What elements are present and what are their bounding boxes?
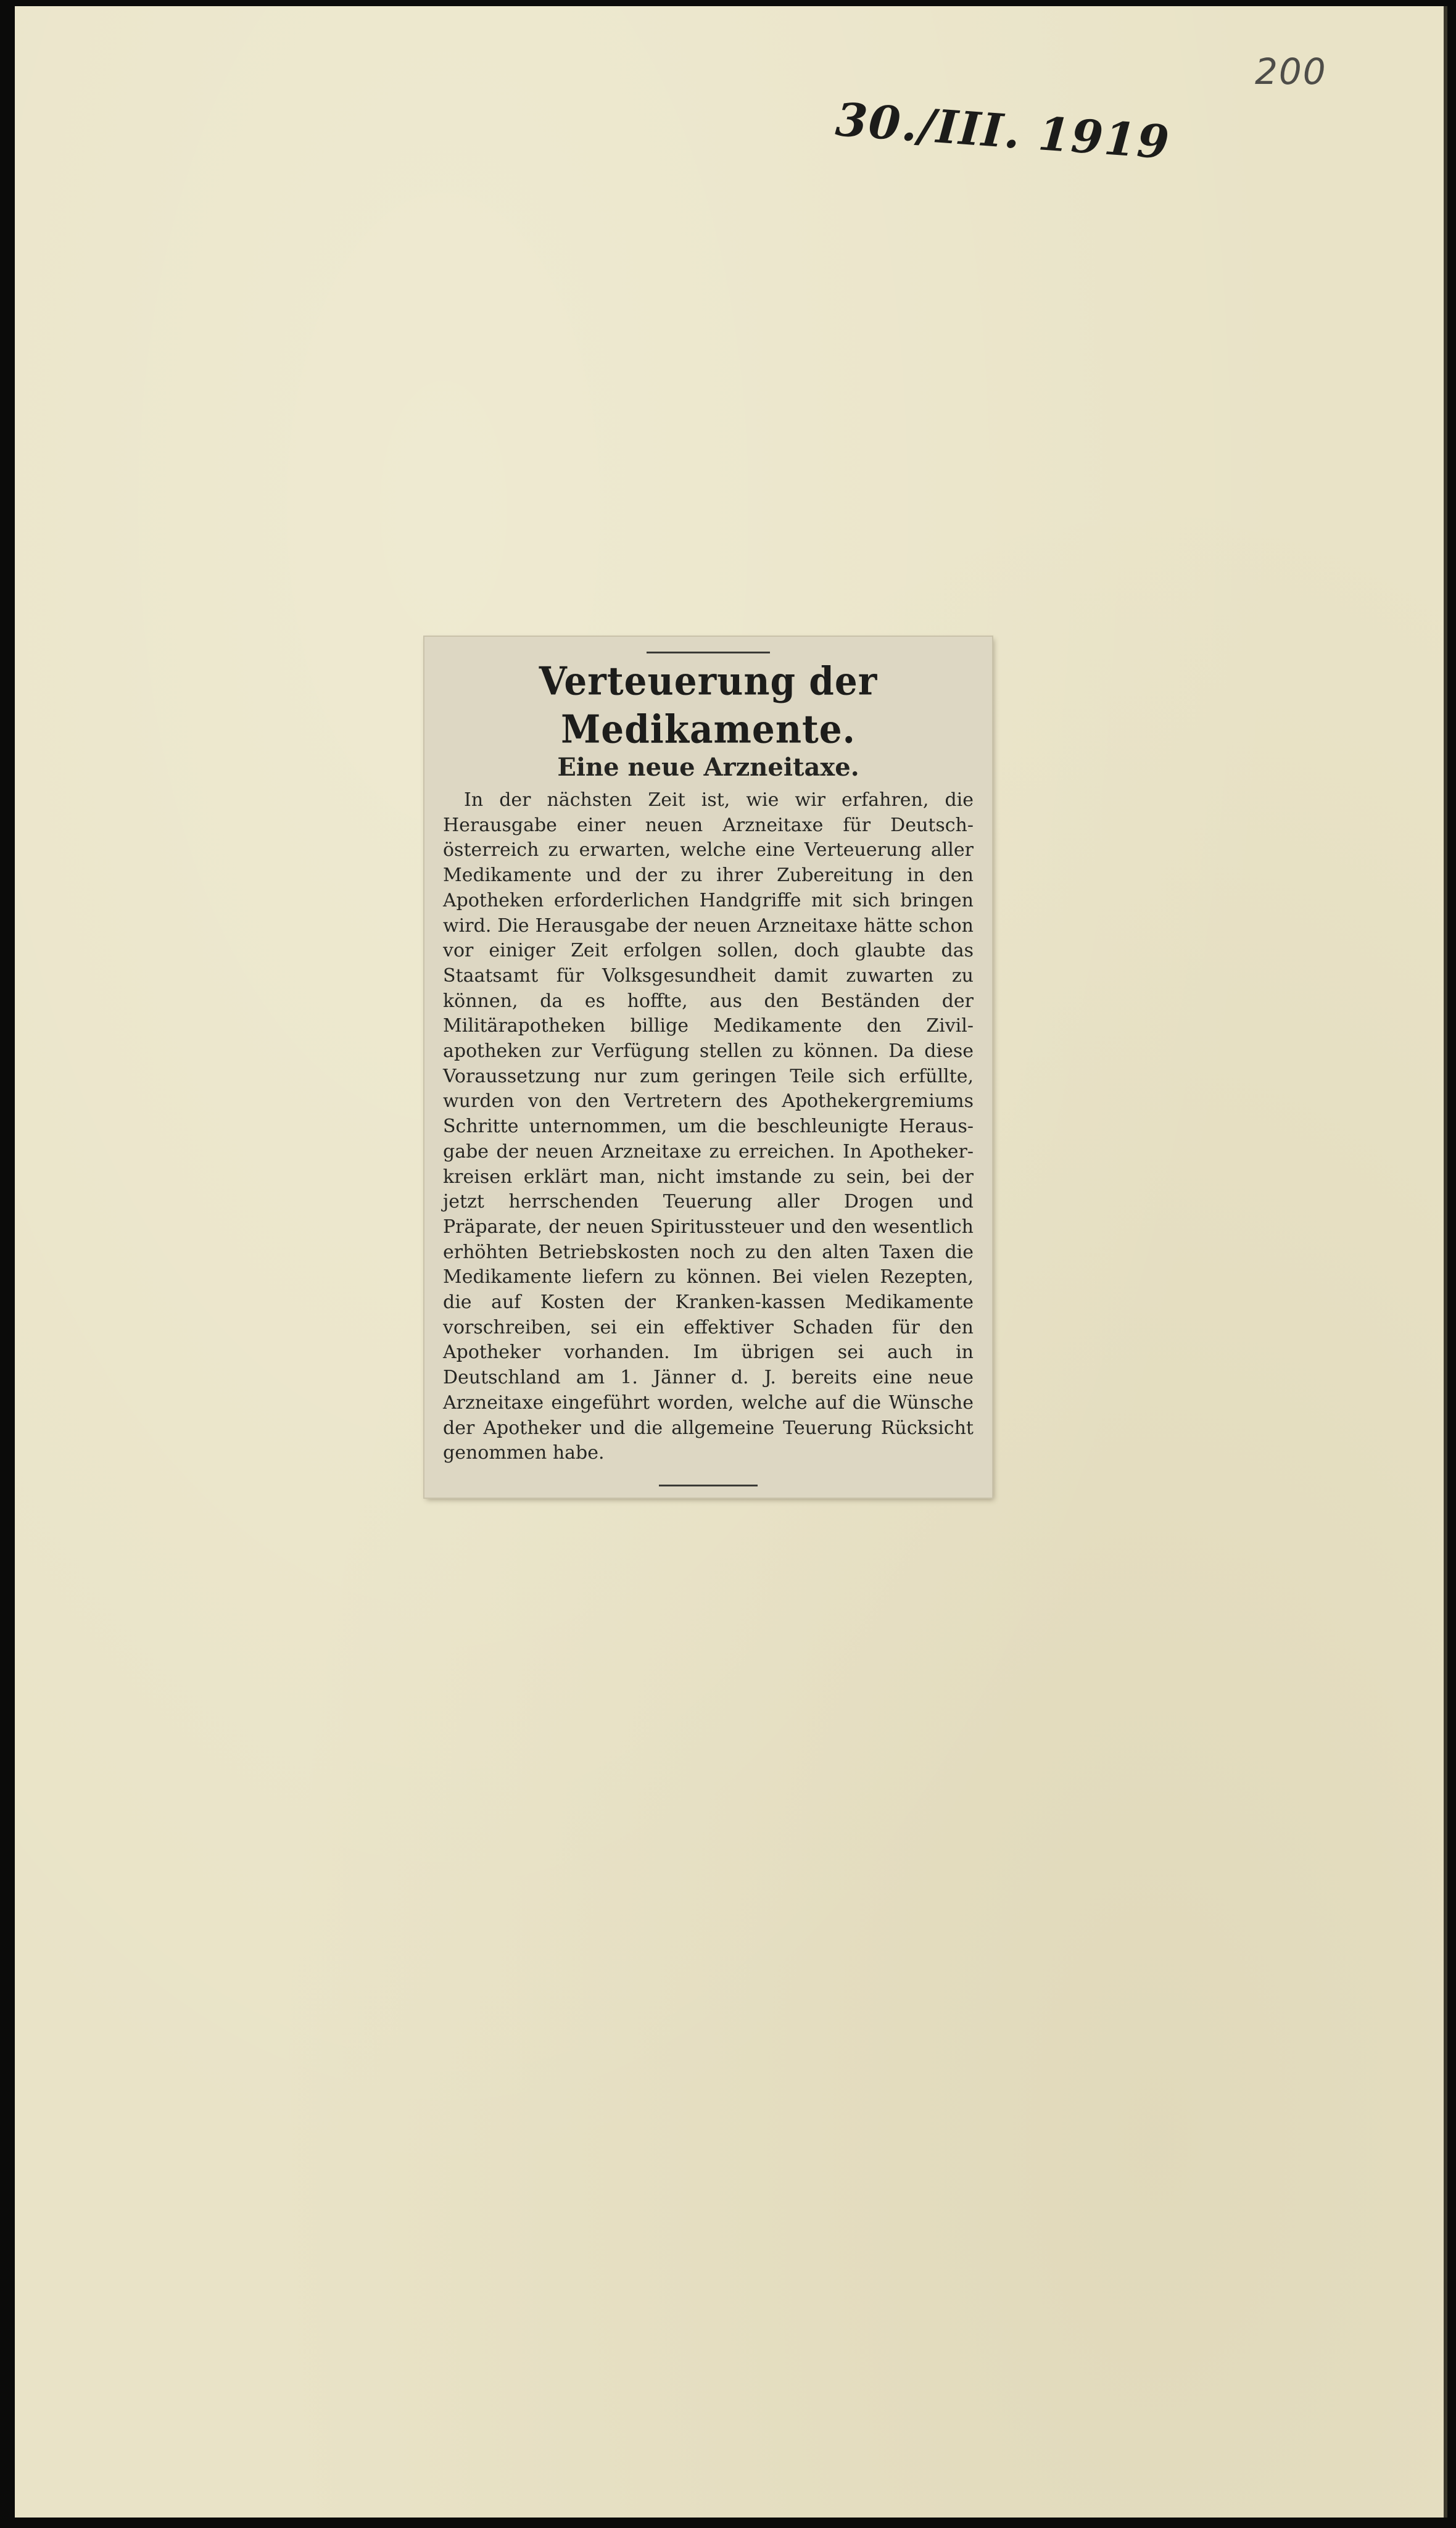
clipping-body: In der nächsten Zeit ist, wie wir erfahren, die Herausgabe einer neuen Arzneitaxe für Deutsch-österreich zu erwarten, welche eine Verteuerung aller Medikamente und der zu ihrer Zubereitung in den Apotheken erforderlichen Handgriffe mit sich bringen wird. Die Herausgabe der neuen Arzneitaxe hätte schon vor einiger Zeit erfolgen sollen, doch glaubte das Staatsamt für Volksgesundheit damit zuwarten zu können, da es hoffte, aus den Beständen der Militärapotheken billige Medikamente den Zivil-apotheken zur Verfügung stellen zu können. Da diese Voraussetzung nur zum geringen Teile sich erfüllte, wurden von den Vertretern des Apothekergremiums Schritte unternommen, um die beschleunigte Heraus-gabe der neuen Arzneitaxe zu erreichen. In Apotheker-kreisen erklärt man, nicht imstande zu sein, bei der jetzt herrschenden Teuerung aller Drogen und Präparate, der neuen Spiritussteuer und den wesentlich erhöhten Betriebskosten noch zu den alten Taxen die Medikamente liefern zu können. Bei vielen Rezepten, die auf Kosten der Kranken-kassen Medikamente vorschreiben, sei ein effektiver Schaden für den Apotheker vorhanden. Im übrigen sei auch in Deutschland am 1. Jänner d. J. bereits eine neue Arzneitaxe eingeführt worden, welche auf die Wünsche der Apotheker und die allgemeine Teuerung Rücksicht genommen habe. (443, 789, 974, 1464)
page-number: 200 (1255, 51, 1327, 93)
clipping-subheadline: Eine neue Arzneitaxe. (557, 753, 859, 782)
handwritten-date: 30./III. 1919 (833, 93, 1172, 170)
top-rule (647, 652, 770, 653)
clipping-headline: Verteuerung der Medikamente. (539, 658, 878, 752)
newspaper-clipping (424, 637, 992, 1498)
bottom-rule (659, 1485, 758, 1486)
